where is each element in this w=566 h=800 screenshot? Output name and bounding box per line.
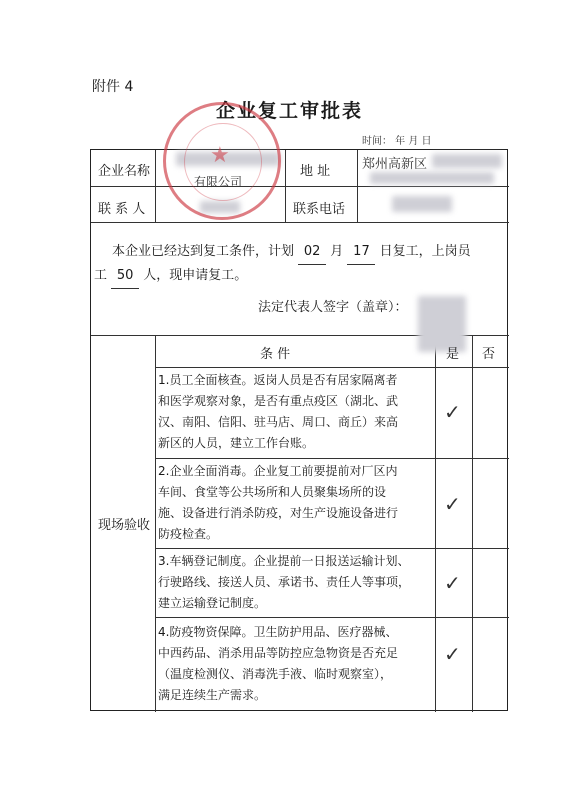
check-mark-icon: ✓ — [444, 571, 461, 595]
condition-line: 车间、食堂等公共场所和人员聚集场所的设 — [158, 485, 387, 499]
row-divider — [155, 548, 509, 549]
page-title: 企业复工审批表 — [216, 100, 364, 122]
condition-line: 建立运输登记制度。 — [158, 596, 267, 610]
row-divider — [91, 222, 509, 223]
company-name-value: 有限公司 — [194, 175, 243, 189]
worker-count: 50 — [111, 264, 139, 289]
attachment-label: 附件 4 — [92, 79, 134, 95]
seal-star-icon: ★ — [210, 143, 230, 168]
condition-line: 行驶路线、接送人员、承诺书、责任人等事项， — [158, 575, 411, 589]
no-header: 否 — [482, 347, 496, 362]
date-line: 时间： 年 月 日 — [362, 136, 432, 147]
condition-line: 满足连续生产需求。 — [158, 688, 267, 702]
signature-label: 法定代表人签字（盖章）： — [258, 300, 408, 315]
condition-line: 中西药品、消杀用品等防控应急物资是否充足 — [158, 646, 399, 660]
col-divider — [285, 150, 286, 222]
check-mark-icon: ✓ — [444, 492, 461, 516]
redacted-address — [432, 154, 502, 168]
statement-line-1 — [112, 240, 471, 265]
statement-line-2 — [94, 264, 247, 289]
resume-day: 17 — [347, 240, 375, 265]
redacted-address — [370, 172, 494, 184]
condition-item — [158, 622, 440, 706]
condition-line: 4.防疫物资保障。卫生防护用品、医疗器械、 — [158, 625, 398, 639]
condition-line: （温度检测仪、消毒洗手液、临时观察室）， — [158, 667, 393, 681]
condition-line: 汉、南阳、信阳、驻马店、周口、商丘）来高 — [158, 415, 399, 429]
row-divider — [155, 617, 509, 618]
check-mark-icon: ✓ — [444, 642, 461, 666]
condition-item — [158, 461, 440, 545]
condition-line: 3.车辆登记制度。企业提前一日报送运输计划、 — [158, 554, 410, 568]
resume-month: 02 — [298, 240, 326, 265]
month-unit: 月 — [330, 244, 344, 259]
redacted-phone — [392, 196, 452, 212]
company-name-label: 企业名称 — [98, 164, 151, 179]
condition-item — [158, 370, 440, 454]
statement-text: 工 — [94, 268, 108, 283]
condition-line: 2.企业全面消毒。企业复工前要提前对厂区内 — [158, 464, 398, 478]
conditions-header: 条 件 — [260, 347, 291, 362]
on-site-inspection-label: 现场验收 — [98, 518, 151, 533]
statement-text: 日复工，上岗员 — [379, 244, 471, 259]
condition-line: 防疫检查。 — [158, 527, 219, 541]
statement-text: 本企业已经达到复工条件，计划 — [112, 244, 295, 259]
col-divider — [472, 335, 473, 712]
yes-header: 是 — [446, 347, 460, 362]
row-divider — [155, 367, 509, 368]
condition-line: 和医学观察对象，是否有重点疫区（湖北、武 — [158, 394, 399, 408]
phone-label: 联系电话 — [293, 202, 346, 217]
condition-line: 新区的人员，建立工作台账。 — [158, 436, 315, 450]
company-seal-stamp — [163, 102, 281, 220]
col-divider — [155, 335, 156, 712]
contact-person-label: 联 系 人 — [98, 202, 146, 217]
condition-item — [158, 551, 440, 614]
check-mark-icon: ✓ — [444, 400, 461, 424]
row-divider — [91, 186, 509, 187]
statement-text: 人，现申请复工。 — [143, 268, 248, 283]
condition-line: 1.员工全面核查。返岗人员是否有居家隔离者 — [158, 373, 398, 387]
address-label: 地 址 — [300, 164, 331, 179]
col-divider — [357, 150, 358, 222]
row-divider — [155, 458, 509, 459]
condition-line: 施、设备进行消杀防疫，对生产设施设备进行 — [158, 506, 399, 520]
address-value: 郑州高新区 — [362, 157, 428, 172]
col-divider — [155, 150, 156, 222]
